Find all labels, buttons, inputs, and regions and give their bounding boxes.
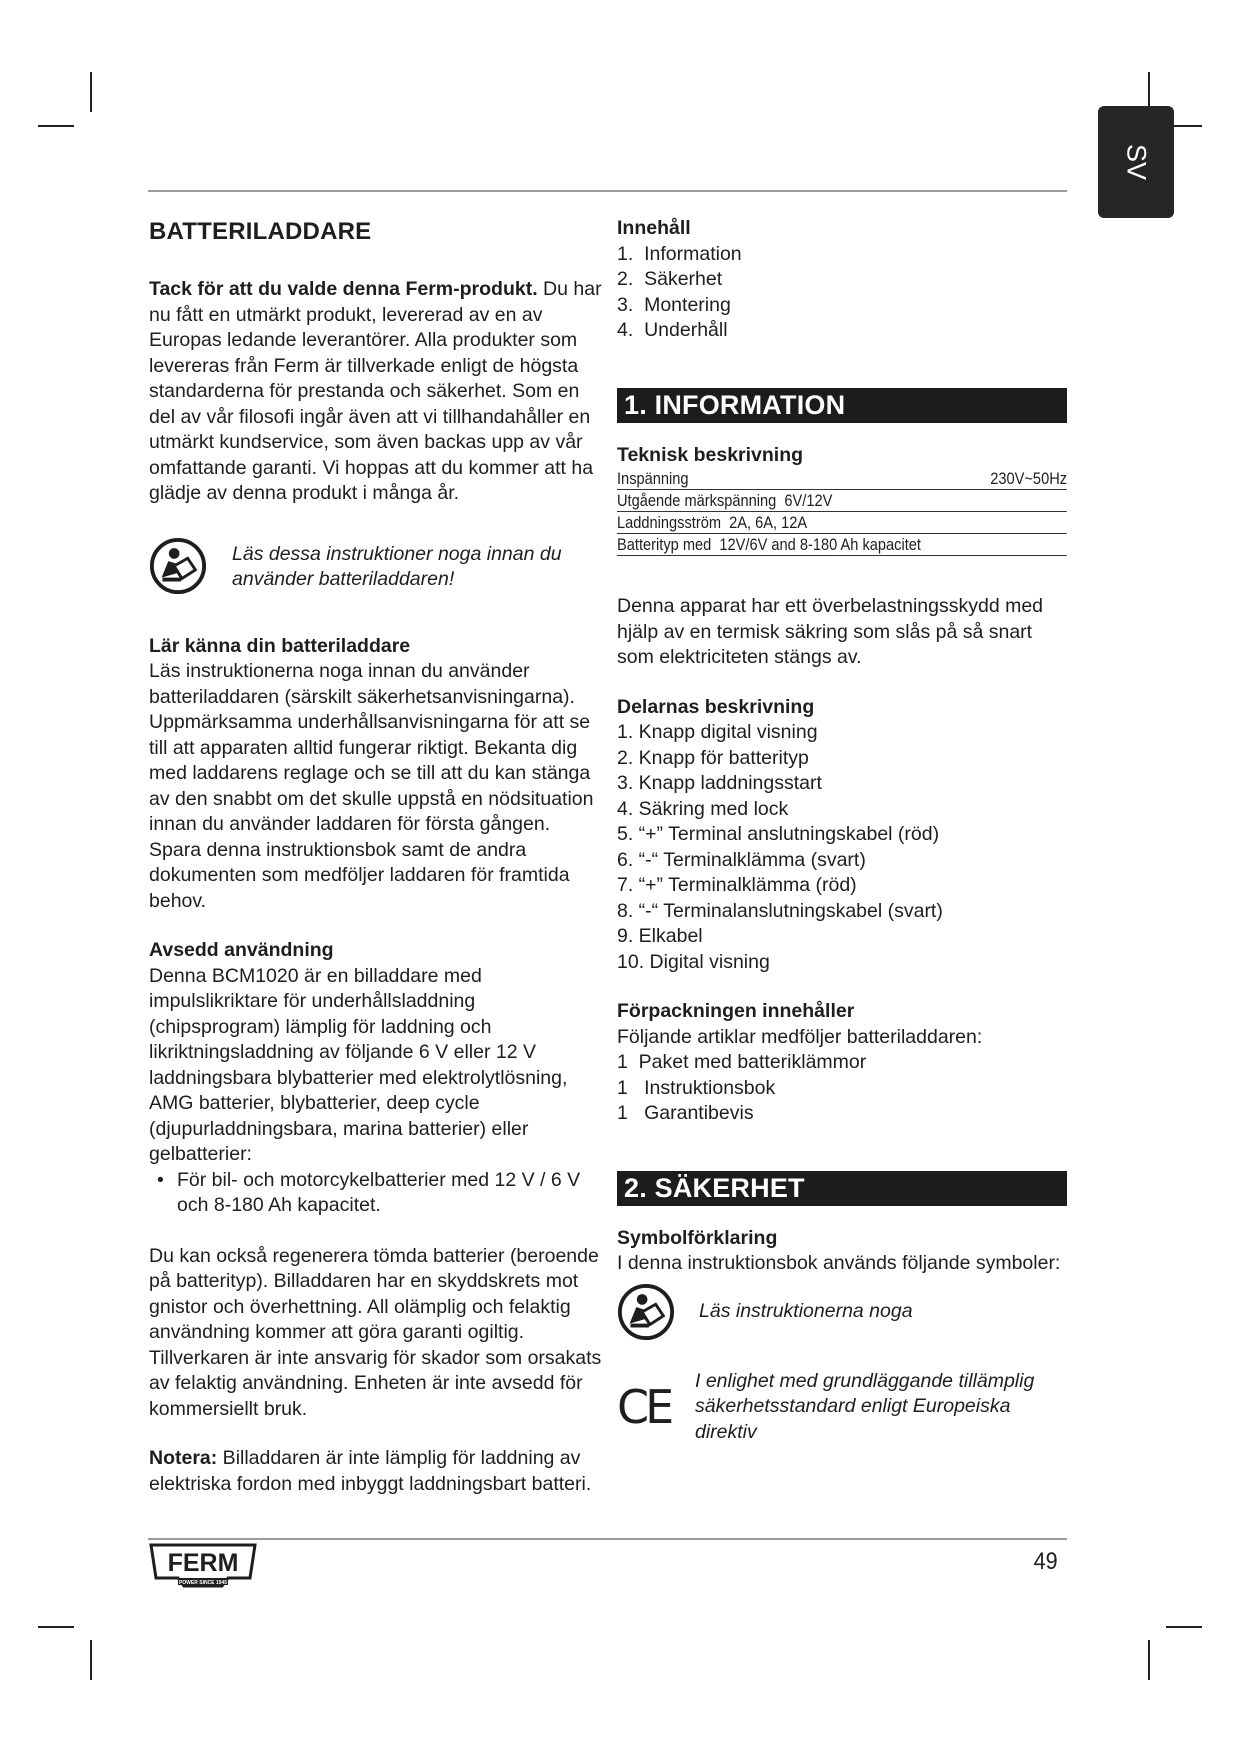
parts-item: 7. “+” Terminalklämma (röd)	[617, 874, 857, 896]
intended-text: Denna BCM1020 är en billaddare med impulslikriktare för underhållsladdning (chipsprogram) lämplig för laddning och likriktningsladdning av följande 6 V eller 12 V laddningsbara blybatterier med elektrolytlösning, AMG batterier, blybatterier, deep cycle (djupurladdningsbara, marina batterier) eller gelbatterier:	[149, 964, 568, 1165]
symbol-ce-row	[617, 1369, 1067, 1446]
intended-text-2: Du kan också regenerera tömda batterier (beroende på batterityp). Billaddaren har en skyddskrets mot gnistor och överhettning. All olämplig och felaktig användning kommer att göra garanti ogiltig. Tillverkaren är inte ansvarig för skador som orsakats av felaktig användning. Enheten är inte avsedd för kommersiellt bruk.	[149, 1244, 602, 1420]
spec-label: Inspänning	[617, 468, 834, 490]
parts-item: 9. Elkabel	[617, 925, 703, 947]
parts-item: 10. Digital visning	[617, 950, 770, 973]
symbol-read-row	[617, 1283, 1067, 1341]
read-manual-icon	[149, 537, 207, 595]
crop-mark	[90, 1640, 92, 1680]
language-tab	[1098, 106, 1174, 218]
crop-mark	[1148, 1640, 1150, 1680]
intro-paragraph	[149, 277, 604, 507]
read-instructions-note	[149, 537, 604, 595]
spec-row	[617, 512, 1067, 534]
logo-text: FERM	[167, 1549, 239, 1577]
contents-item: 1. Information	[617, 242, 742, 265]
page-title: BATTERILADDARE	[149, 218, 372, 245]
contents-list	[617, 242, 1067, 344]
spec-table	[617, 468, 1067, 556]
crop-mark	[38, 125, 74, 127]
top-rule	[148, 190, 1067, 192]
symbols-heading: Symbolförklaring	[617, 1226, 778, 1249]
package-item: 1 Paket med batteriklämmor	[617, 1051, 867, 1073]
intro-text: Du har nu fått en utmärkt produkt, levererad av en av Europas ledande leverantörer. Alla produkter som levereras från Ferm är tillverkade enligt de högsta standarderna för prestanda och säkerhet. Som en del av vår filosofi ingår även att vi tillhandahåller en utmärkt kundservice, som även backas upp av vår omfattande garanti. Vi hoppas att du kommer att ha glädje av denna produkt i många år.	[149, 278, 602, 504]
symbol-ce-text: I enlighet med grundläggande tillämplig säkerhetsstandard enligt Europeiska direktiv	[695, 1369, 1035, 1443]
package-heading: Förpackningen innehåller	[617, 1000, 855, 1022]
section-information-header: 1. INFORMATION	[617, 388, 1067, 423]
language-code: SV	[1121, 143, 1152, 181]
parts-item: 3. Knapp laddningsstart	[617, 772, 822, 794]
parts-item: 6. “-“ Terminalklämma (svart)	[617, 848, 866, 871]
spec-row	[617, 490, 1067, 512]
package-intro: Följande artiklar medföljer batteriladdaren:	[617, 1025, 983, 1048]
contents-item: 3. Montering	[617, 293, 731, 316]
overload-text: Denna apparat har ett överbelastningsskydd med hjälp av en termisk säkring som slås på så snart som elektriciteten stängs av.	[617, 595, 1044, 668]
parts-item: 8. “-“ Terminalanslutningskabel (svart)	[617, 899, 943, 922]
spec-row	[617, 468, 1067, 490]
parts-item: 4. Säkring med lock	[617, 797, 789, 820]
parts-item: 5. “+” Terminal anslutningskabel (röd)	[617, 823, 940, 845]
contents-item: 2. Säkerhet	[617, 268, 723, 290]
parts-item: 2. Knapp för batterityp	[617, 746, 809, 769]
intended-bullet: • För bil- och motorcykelbatterier med 12 V / 6 V och 8-180 Ah kapacitet.	[149, 1168, 604, 1219]
spec-label: Batterityp med 12V/6V and 8-180 Ah kapacitet	[617, 534, 1067, 556]
know-text: Läs instruktionerna noga innan du använder batteriladdaren (särskilt säkerhetsanvisningarna). Uppmärksamma underhållsanvisningarna för att se till att apparaten alltid fungerar riktigt. Bekanta dig med laddarens reglage och se till att du kan stänga av den snabbt om det skulle uppstå en nödsituation innan du använder laddaren för första gången. Spara denna instruktionsbok samt de andra dokumenten som medföljer laddaren för framtida behov.	[149, 660, 594, 912]
read-note-text: Läs dessa instruktioner noga innan du använder batteriladdaren!	[232, 542, 562, 590]
parts-list	[617, 720, 1067, 975]
crop-mark	[38, 1626, 74, 1628]
ce-mark-icon: CE	[617, 1379, 671, 1434]
intro-lead: Tack för att du valde denna Ferm-produkt.	[149, 278, 538, 300]
note-label: Notera:	[149, 1447, 218, 1469]
note-paragraph	[149, 1446, 604, 1497]
note-text: Billaddaren är inte lämplig för laddning av elektriska fordon med inbyggt laddningsbart batteri.	[149, 1447, 592, 1495]
package-item: 1 Instruktionsbok	[617, 1076, 776, 1099]
spec-value: 230V~50Hz	[834, 468, 1067, 490]
intended-heading: Avsedd användning	[149, 939, 334, 961]
read-manual-icon	[617, 1283, 675, 1341]
left-column	[149, 214, 604, 1497]
crop-mark	[90, 72, 92, 112]
section-safety-header: 2. SÄKERHET	[617, 1171, 1067, 1206]
package-list	[617, 1050, 1067, 1127]
know-heading: Lär känna din batteriladdare	[149, 634, 411, 657]
symbol-read-text: Läs instruktionerna noga	[699, 1299, 913, 1322]
logo-tagline: POWER SINCE 1945	[178, 1580, 228, 1586]
package-item: 1 Garantibevis	[617, 1102, 754, 1124]
spec-label: Utgående märkspänning 6V/12V	[617, 490, 1067, 512]
spec-row	[617, 534, 1067, 556]
ferm-logo	[148, 1540, 258, 1595]
right-column	[617, 214, 1067, 1445]
page-number: 49	[1033, 1548, 1058, 1575]
contents-item: 4. Underhåll	[617, 319, 728, 341]
spec-label: Laddningsström 2A, 6A, 12A	[617, 512, 1067, 534]
bottom-rule	[148, 1538, 1067, 1540]
crop-mark	[1166, 1626, 1202, 1628]
symbols-intro: I denna instruktionsbok används följande symboler:	[617, 1252, 1061, 1274]
tech-heading: Teknisk beskrivning	[617, 443, 804, 466]
contents-heading: Innehåll	[617, 217, 691, 239]
parts-heading: Delarnas beskrivning	[617, 695, 815, 718]
parts-item: 1. Knapp digital visning	[617, 721, 818, 743]
